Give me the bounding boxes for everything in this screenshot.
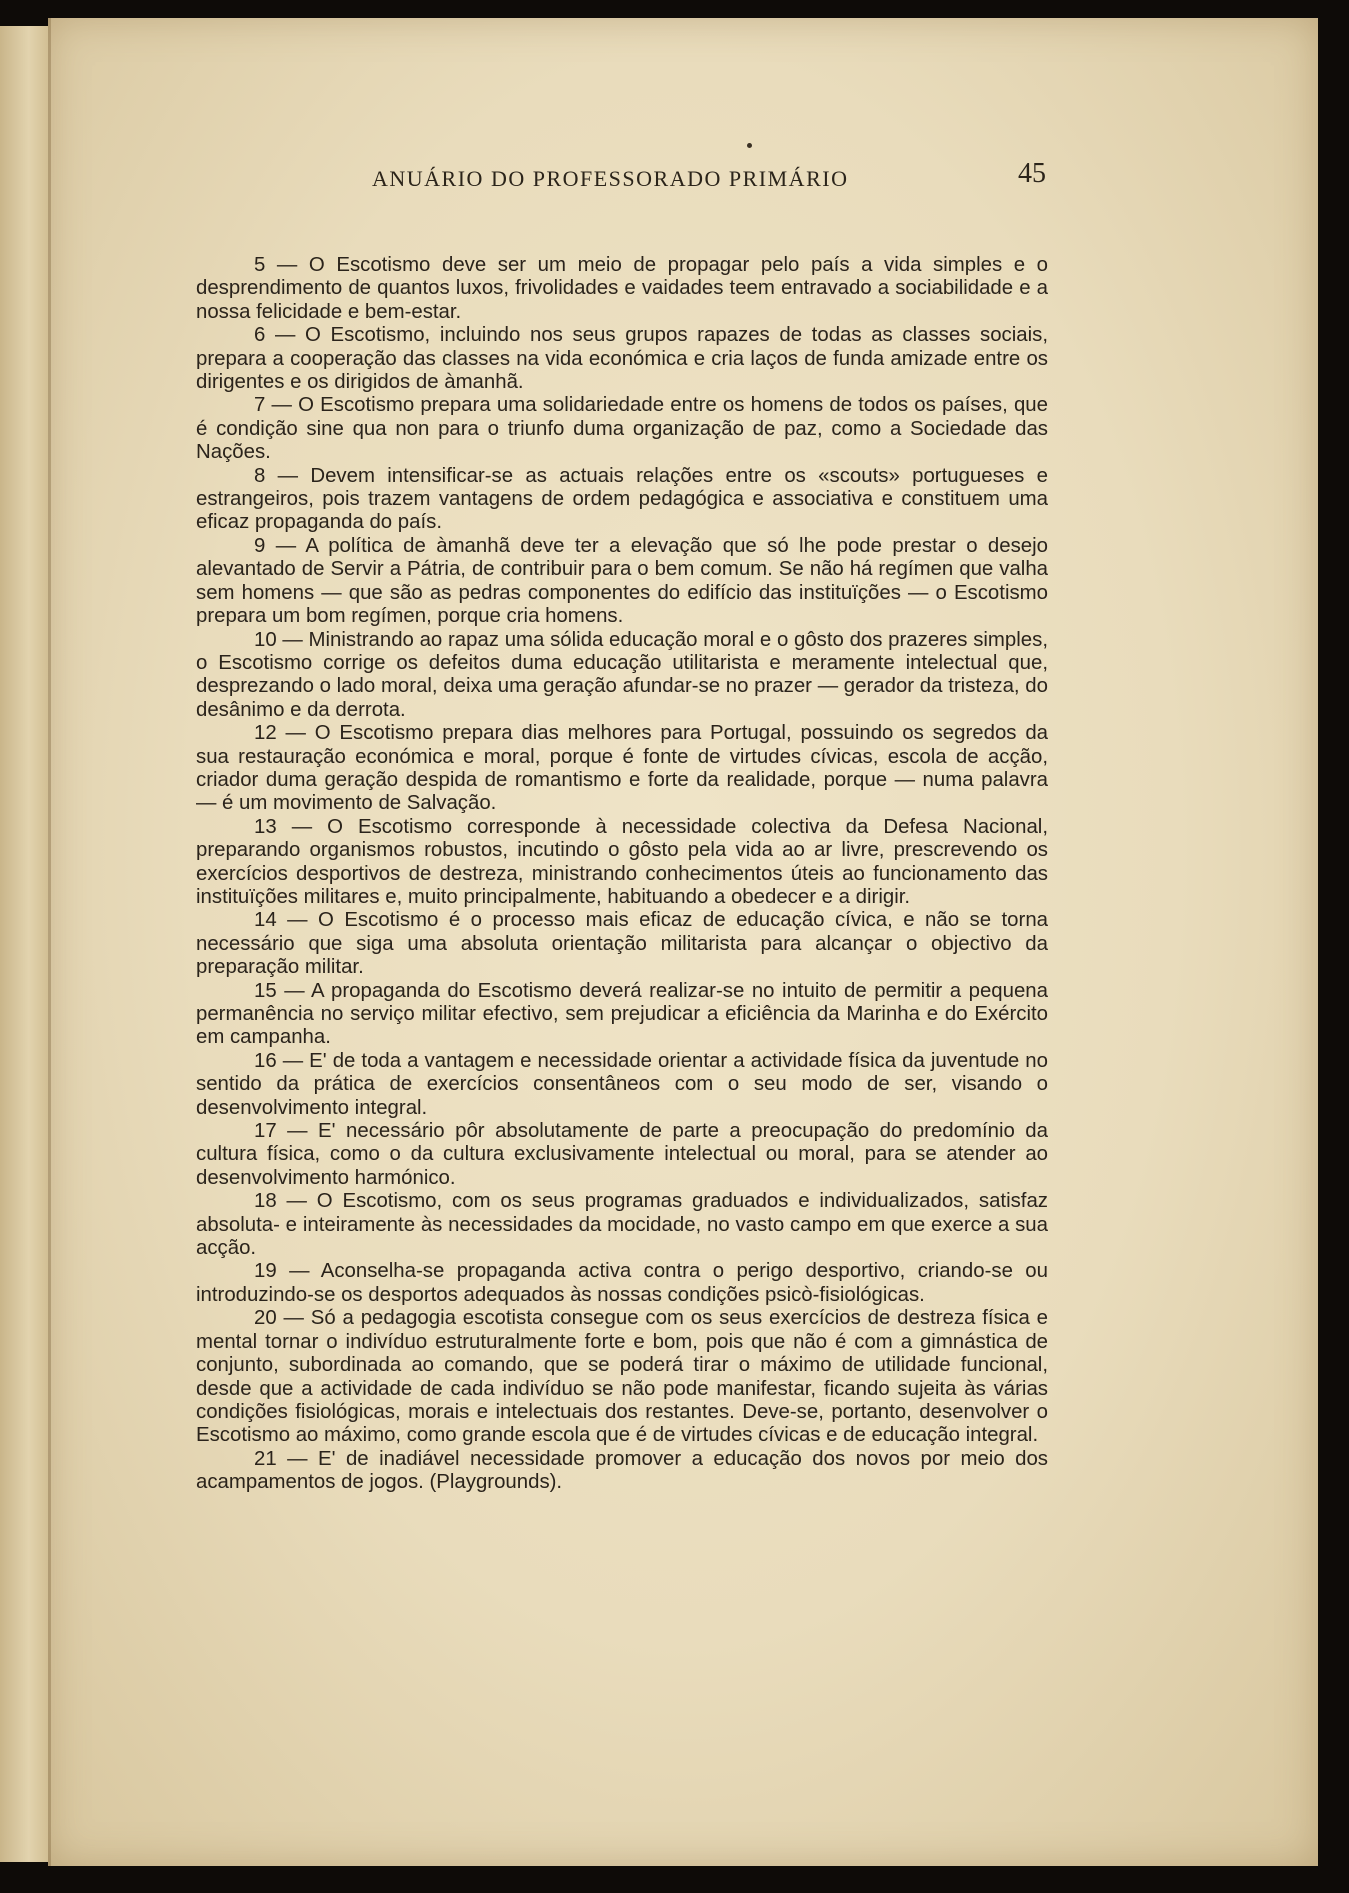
paragraph-6: 6 — O Escotismo, incluindo nos seus grupos rapazes de todas as classes sociais, prepara a cooperação das classes na vida económica e cria laços de funda amizade entre os dirigentes e os dirigidos de àmanhã. [196, 324, 1048, 394]
paragraph-7: 7 — O Escotismo prepara uma solidariedade entre os homens de todos os países, que é condição sine qua non para o triunfo duma organização de paz, como a Sociedade das Nações. [196, 394, 1048, 464]
page-number: 45 [1018, 158, 1046, 189]
running-title: ANUÁRIO DO PROFESSORADO PRIMÁRIO [372, 166, 849, 191]
adjacent-page-edge [0, 26, 48, 1862]
paragraph-9: 9 — A política de àmanhã deve ter a elevação que só lhe pode prestar o desejo alevantado de Servir a Pátria, de contribuir para o bem comum. Se não há regímen que valha sem homens — que são as pedras componentes do edifício das instituïções — o Escotismo prepara um bom regímen, porque cria homens. [196, 534, 1048, 628]
paragraph-18: 18 — O Escotismo, com os seus programas graduados e individualizados, satisfaz absoluta- e inteiramente às necessidades da mocidade, no vasto campo em que exerce a sua acção. [196, 1190, 1048, 1260]
paragraph-16: 16 — E' de toda a vantagem e necessidade orientar a actividade física da juventude no sentido da prática de exercícios consentâneos com o seu modo de ser, visando o desenvolvimento integral. [196, 1049, 1048, 1119]
paragraph-20: 20 — Só a pedagogia escotista consegue com os seus exercícios de destreza física e mental tornar o indivíduo estruturalmente forte e bom, pois que não é com a gimnástica de conjunto, subordinada ao comando, que se poderá tirar o máximo de utilidade funcional, desde que a actividade de cada indivíduo se não pode manifestar, ficando sujeita às várias condições fisiológicas, morais e intelectuais dos restantes. Deve-se, portanto, desenvolver o Escotismo ao máximo, como grande escola que é de virtudes cívicas e de educação integral. [196, 1307, 1048, 1447]
paragraph-12: 12 — O Escotismo prepara dias melhores para Portugal, possuindo os segredos da sua restauração económica e moral, porque é fonte de virtudes cívicas, escola de acção, criador duma geração despida de romantismo e forte da realidade, porque — numa palavra — é um movimento de Salvação. [196, 722, 1048, 815]
body-text [196, 254, 1048, 1495]
paragraph-14: 14 — O Escotismo é o processo mais eficaz de educação cívica, e não se torna necessário que siga uma absoluta orientação militarista para alcançar o objectivo da preparação militar. [196, 909, 1048, 979]
paragraph-10: 10 — Ministrando ao rapaz uma sólida educação moral e o gôsto dos prazeres simples, o Escotismo corrige os defeitos duma educação utilitarista e meramente intelectual que, desprezando o lado moral, deixa uma geração afundar-se no prazer — gerador da tristeza, do desânimo e da derrota. [196, 628, 1048, 721]
paragraph-17: 17 — E' necessário pôr absolutamente de parte a preocupação do predomínio da cultura física, como o da cultura exclusivamente intelectual ou moral, para se atender ao desenvolvimento harmónico. [196, 1120, 1048, 1189]
ink-speck [747, 143, 752, 148]
paragraph-15: 15 — A propaganda do Escotismo deverá realizar-se no intuito de permitir a pequena permanência no serviço militar efectivo, sem prejudicar a eficiência da Marinha e do Exército em campanha. [196, 979, 1048, 1049]
paragraph-8: 8 — Devem intensificar-se as actuais relações entre os «scouts» portugueses e estrangeiros, pois trazem vantagens de ordem pedagógica e associativa e constituem uma eficaz propaganda do país. [196, 464, 1048, 534]
paragraph-19: 19 — Aconselha-se propaganda activa contra o perigo desportivo, criando-se ou introduzindo-se os desportos adequados às nossas condições psicò-fisiológicas. [196, 1260, 1048, 1306]
paragraph-5: 5 — O Escotismo deve ser um meio de propagar pelo país a vida simples e o desprendimento de quantos luxos, frivolidades e vaidades teem entravado a sociabilidade e a nossa felicidade e bem-estar. [196, 254, 1048, 323]
paragraph-13: 13 — O Escotismo corresponde à necessidade colectiva da Defesa Nacional, preparando organismos robustos, incutindo o gôsto pela vida ao ar livre, prescrevendo os exercícios desportivos de destreza, ministrando conhecimentos úteis ao funcionamento das instituïções militares e, muito principalmente, habituando a obedecer e a dirigir. [196, 815, 1048, 908]
page-fold-line [48, 18, 51, 1866]
paragraph-21: 21 — E' de inadiável necessidade promover a educação dos novos por meio dos acampamentos de jogos. (Playgrounds). [196, 1447, 1048, 1494]
